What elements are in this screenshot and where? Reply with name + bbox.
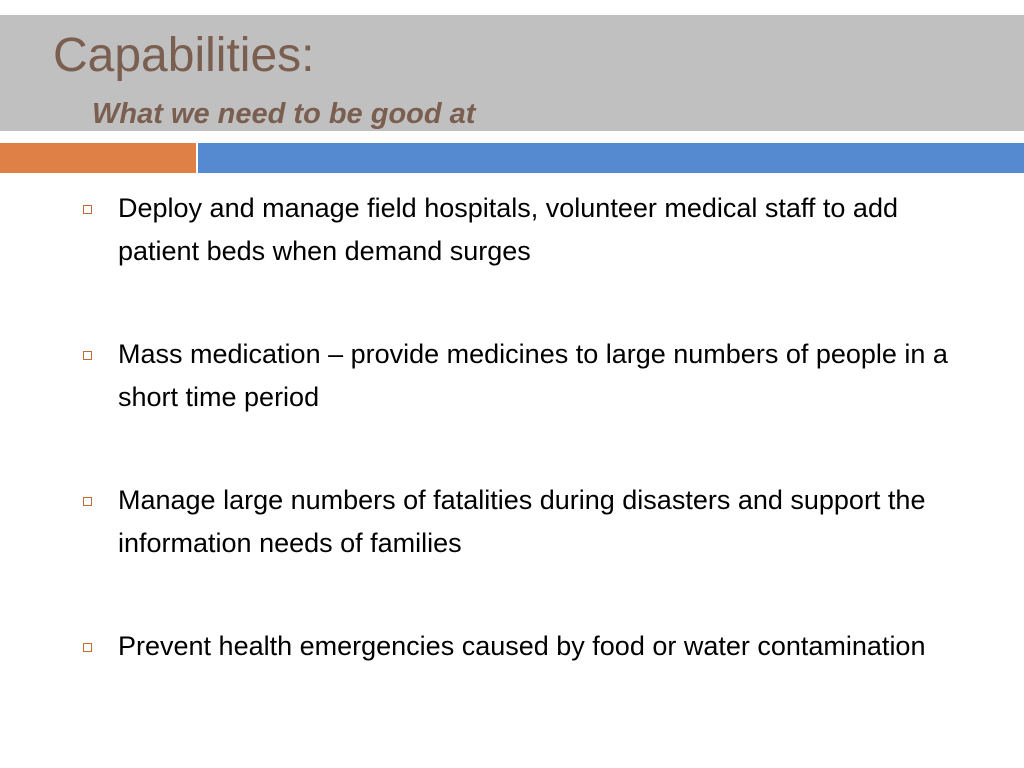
slide-subtitle: What we need to be good at bbox=[92, 98, 476, 130]
list-item bbox=[78, 625, 978, 668]
list-item bbox=[78, 479, 978, 565]
square-bullet-icon bbox=[83, 643, 92, 652]
bullet-list bbox=[78, 187, 978, 728]
bullet-text: Mass medication – provide medicines to large numbers of people in a short time period bbox=[118, 339, 948, 412]
square-bullet-icon bbox=[83, 351, 92, 360]
accent-bar-blue bbox=[198, 143, 1024, 173]
bullet-text: Deploy and manage field hospitals, volunteer medical staff to add patient beds when demand surges bbox=[118, 193, 898, 266]
list-item bbox=[78, 187, 978, 273]
square-bullet-icon bbox=[83, 497, 92, 506]
slide-title: Capabilities: bbox=[53, 29, 315, 82]
bullet-text: Manage large numbers of fatalities during disasters and support the information needs of families bbox=[118, 485, 926, 558]
list-item bbox=[78, 333, 978, 419]
square-bullet-icon bbox=[83, 205, 92, 214]
bullet-text: Prevent health emergencies caused by food or water contamination bbox=[118, 631, 926, 661]
accent-bar-orange bbox=[0, 143, 196, 173]
